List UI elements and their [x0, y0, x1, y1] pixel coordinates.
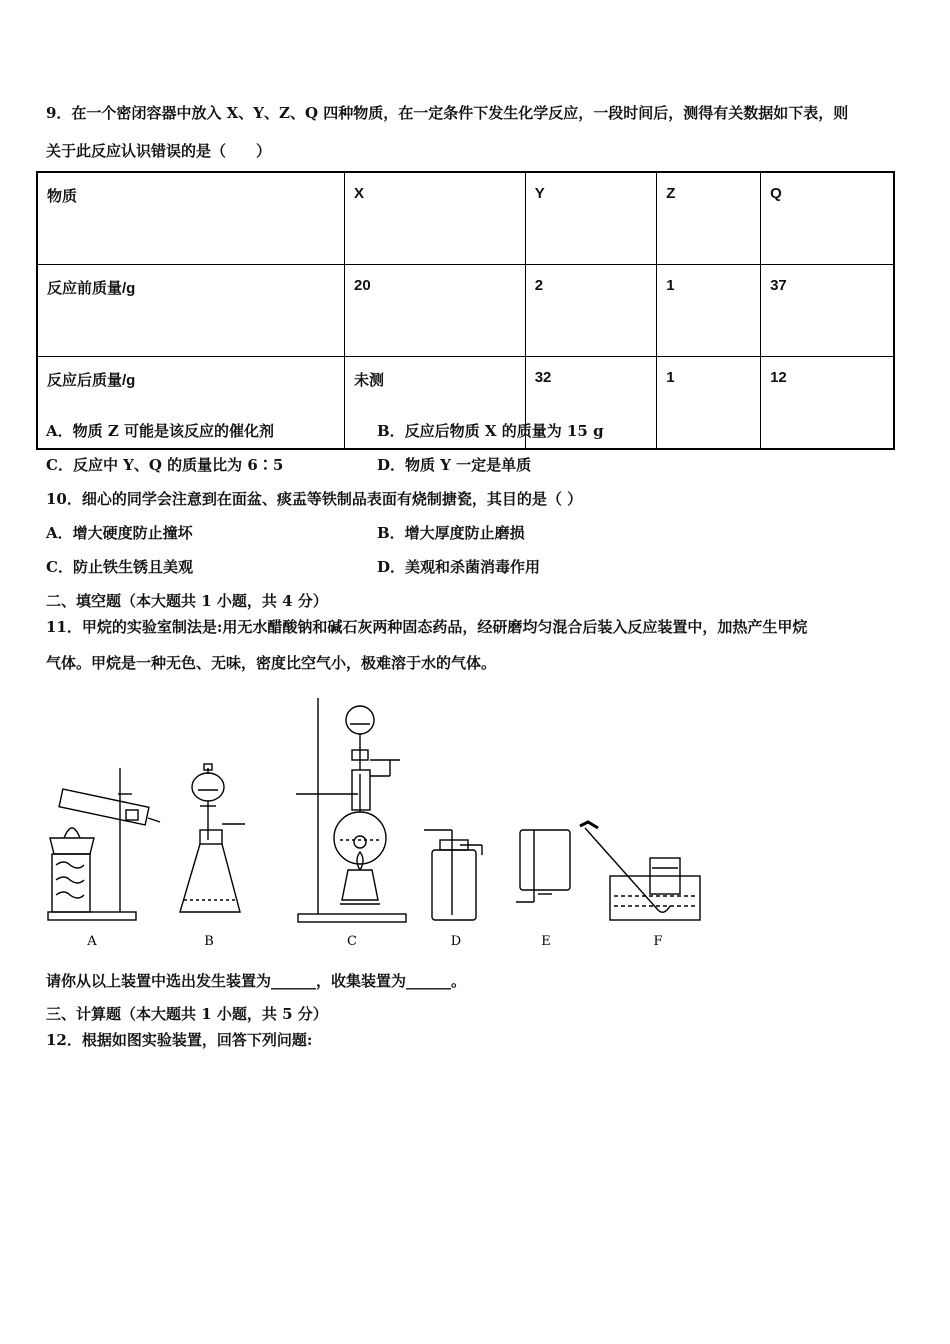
- table-cell: Z: [657, 172, 761, 265]
- apparatus-c: [296, 698, 406, 922]
- table-cell: 20: [345, 265, 526, 357]
- table-cell: 反应前质量/g: [37, 265, 345, 357]
- q9-option-b: B．反应后物质 X 的质量为 15 g: [377, 422, 604, 440]
- section-3-heading: 三、计算题（本大题共 1 小题，共 5 分）: [46, 1005, 328, 1023]
- table-cell: 反应后质量/g: [37, 357, 345, 450]
- figure-label-a: A: [87, 934, 97, 949]
- q12-stem: 12．根据如图实验装置，回答下列问题:: [46, 1031, 313, 1049]
- figure-label-f: F: [653, 934, 663, 949]
- table-cell: 物质: [37, 172, 345, 265]
- q10-option-b: B．增大厚度防止磨损: [377, 524, 525, 542]
- table-cell: Q: [761, 172, 894, 265]
- table-cell: 32: [525, 357, 657, 450]
- apparatus-d: [424, 830, 482, 920]
- q9-data-table: [36, 171, 895, 450]
- q10-option-d: D．美观和杀菌消毒作用: [377, 558, 541, 576]
- table-row: [37, 172, 894, 265]
- q10-option-c: C．防止铁生锈且美观: [46, 558, 193, 576]
- apparatus-b: [180, 764, 245, 912]
- table-cell: 12: [761, 357, 894, 450]
- q9-option-a: A．物质 Z 可能是该反应的催化剂: [46, 422, 275, 440]
- q9-stem-line1: 9．在一个密闭容器中放入 X、Y、Z、Q 四种物质，在一定条件下发生化学反应，一段时间后，测得有关数据如下表，则: [46, 104, 849, 122]
- table-cell: 1: [657, 265, 761, 357]
- q11-stem-line1: 11．甲烷的实验室制法是:用无水醋酸钠和碱石灰两种固态药品，经研磨均匀混合后装入反应装置中，加热产生甲烷: [46, 618, 808, 636]
- figure-label-c: C: [347, 934, 357, 949]
- table-cell: X: [345, 172, 526, 265]
- apparatus-f: [580, 822, 700, 920]
- table-cell: Y: [525, 172, 657, 265]
- table-cell: 37: [761, 265, 894, 357]
- figure-label-e: E: [541, 934, 551, 949]
- figure-label-b: B: [204, 934, 214, 949]
- section-2-heading: 二、填空题（本大题共 1 小题，共 4 分）: [46, 592, 328, 610]
- lab-apparatus-figure: [40, 690, 720, 955]
- table-cell: 2: [525, 265, 657, 357]
- q10-stem: 10．细心的同学会注意到在面盆、痰盂等铁制品表面有烧制搪瓷，其目的是（ ）: [46, 490, 583, 508]
- figure-label-d: D: [450, 934, 462, 949]
- q9-stem-line2: 关于此反应认识错误的是（ ）: [46, 142, 272, 160]
- q9-option-d: D．物质 Y 一定是单质: [377, 456, 532, 474]
- q9-option-c: C．反应中 Y、Q 的质量比为 6∶5: [46, 456, 284, 474]
- apparatus-e: [516, 830, 570, 902]
- q11-question: 请你从以上装置中选出发生装置为______，收集装置为______。: [46, 972, 467, 990]
- q11-stem-line2: 气体。甲烷是一种无色、无味，密度比空气小，极难溶于水的气体。: [46, 654, 497, 672]
- table-cell: 1: [657, 357, 761, 450]
- table-row: [37, 265, 894, 357]
- apparatus-a: [48, 768, 160, 920]
- q10-option-a: A．增大硬度防止撞坏: [46, 524, 193, 542]
- table-cell: 未测: [345, 357, 526, 450]
